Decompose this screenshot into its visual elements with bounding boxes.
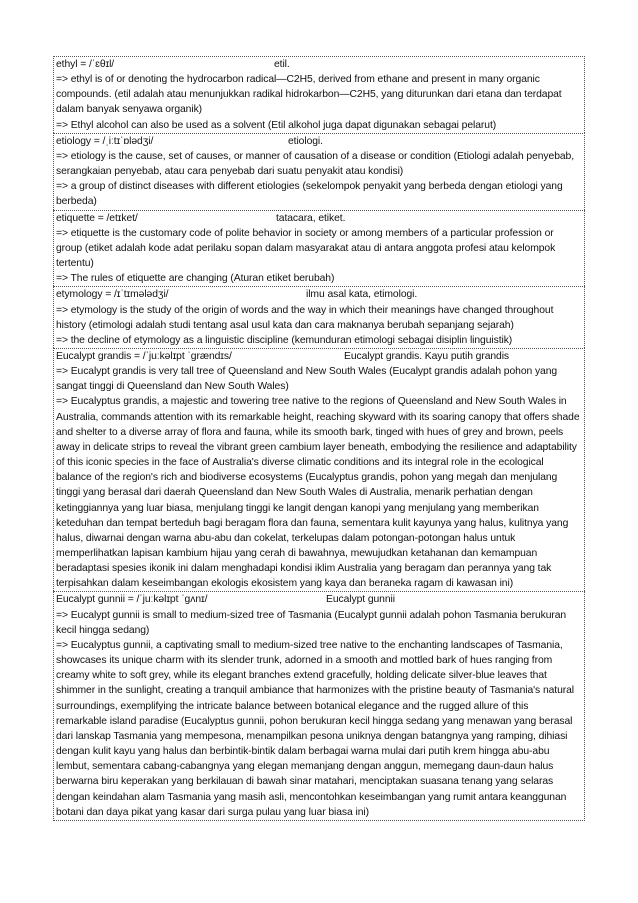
entry-headword-line	[56, 57, 582, 72]
entry-definition: => etiology is the cause, set of causes, or manner of causation of a disease or condition (Etiologi adalah penyebab, serangkaian penyebab, atau cara penyebab dari suatu penyakit atau kondisi)	[56, 150, 575, 178]
entry-headword-line	[56, 592, 582, 607]
dictionary-entry	[53, 348, 585, 592]
entry-headword-line	[56, 134, 582, 149]
entry-gloss: Eucalypt gunnii	[326, 594, 395, 606]
entry-term: etiology = /ˌiːtɪˈɒlədʒi/	[56, 135, 154, 147]
entry-definition: => Ethyl alcohol can also be used as a solvent (Etil alkohol juga dapat digunakan sebagai pelarut)	[56, 119, 497, 131]
entry-definition: => Eucalyptus grandis, a majestic and towering tree native to the regions of Queensland and New South Wales in Australia, commands attention with its remarkable height, reaching skyward with its soaring canopy that offers shade and shelter to a diverse array of flora and fauna, while its smooth bark, tinged with hues of grey and brown, peels away in delicate strips to reveal the vibrant green cambium layer beneath, embodying the resilience and adaptability of this iconic species in the face of Australia's diverse climatic conditions and its integral role in the ecological balance of the region's rich and biodiverse ecosystems (Eucalyptus grandis, pohon yang megah dan menjulang tinggi yang berasal dari daerah Queensland dan New South Wales di Australia, menarik perhatian dengan ketinggiannya yang luar biasa, menjulang tinggi ke langit dengan kanopi yang menjulang yang memberikan keteduhan dan tempat berteduh bagi beragam flora dan fauna, sementara kulit kayunya yang halus, kulitnya yang halus, diwarnai dengan warna abu-abu dan cokelat, terkelupas dalam potongan-potongan halus untuk memperlihatkan lapisan kambium hijau yang cerah di bawahnya, mewujudkan ketahanan dan kemampuan beradaptasi spesies ikonik ini dalam menghadapi kondisi iklim Australia yang beragam dan perannya yang tak terpisahkan dalam keseimbangan ekologis ekosistem yang kaya dan beraneka ragam di kawasan ini)	[56, 396, 580, 590]
entry-gloss: tatacara, etiket.	[276, 212, 346, 224]
dictionary-entry	[53, 286, 585, 348]
entry-gloss: etiologi.	[288, 135, 323, 147]
entry-gloss: ilmu asal kata, etimologi.	[306, 289, 418, 301]
entry-headword-line	[56, 211, 582, 226]
dictionary-entry	[53, 133, 585, 210]
entry-term: ethyl = /ˈɛθɪl/	[56, 59, 115, 70]
entry-gloss: etil.	[274, 59, 290, 70]
entry-definition: => etiquette is the customary code of polite behavior in society or among members of a particular profession or group (etiket adalah kode adat perilaku sopan dalam masyarakat atau di antara anggota profesi atau kelompok tertentu)	[56, 227, 556, 270]
dictionary-entry	[53, 56, 585, 133]
entry-definition: => the decline of etymology as a linguistic discipline (kemunduran etimologi sebagai disiplin linguistik)	[56, 334, 513, 346]
entry-term: etymology = /ɪˈtɪmələdʒi/	[56, 289, 169, 301]
entry-headword-line	[56, 287, 582, 302]
entry-term: Eucalypt grandis = /ˈjuːkəlɪpt ˈɡrændɪs/	[56, 350, 232, 362]
entry-definition: => ethyl is of or denoting the hydrocarbon radical—C2H5, derived from ethane and present in many organic compounds. (etil adalah atau menunjukkan radikal hidrokarbon—C2H5, yang diturunkan dari etana dan terdapat dalam banyak senyawa organik)	[56, 74, 562, 116]
entry-term: etiquette = /etɪket/	[56, 212, 138, 224]
entry-definition: => Eucalypt grandis is very tall tree of Queensland and New South Wales (Eucalypt grandis adalah pohon yang sangat tinggi di Queensland dan New South Wales)	[56, 366, 558, 393]
dictionary-entry	[53, 210, 585, 287]
entry-gloss: Eucalypt grandis. Kayu putih grandis	[344, 350, 510, 362]
document-page	[53, 56, 585, 821]
entry-definition: => Eucalyptus gunnii, a captivating small to medium-sized tree native to the enchanting landscapes of Tasmania, showcases its unique charm with its slender trunk, adorned in a smooth and mottled bark of hues ranging from creamy white to soft grey, while its elegant branches extend gracefully, holding delicate silver-blue leaves that shimmer in the sunlight, creating a tranquil ambiance that harmonizes with the pristine beauty of Tasmania's natural surroundings, exemplifying the intricate balance between botanical elegance and the rugged allure of this remarkable island paradise (Eucalyptus gunnii, pohon berukuran kecil hingga sedang yang menawan yang berasal dari lanskap Tasmania yang mempesona, menampilkan pesona uniknya dengan batangnya yang ramping, dihiasi dengan kulit kayu yang halus dan berbintik-bintik dalam berbagai warna mulai dari putih krem hingga abu-abu lembut, sementara cabang-cabangnya yang elegan memanjang dengan anggun, memegang daun-daun halus berwarna biru keperakan yang berkilauan di bawah sinar matahari, menciptakan suasana tenang yang selaras dengan keindahan alam Tasmania yang masih asli, mencontohkan keseimbangan yang rumit antara keanggunan botani dan daya pikat yang kasar dari surga pulau yang luar biasa ini)	[56, 639, 575, 818]
entry-headword-line	[56, 349, 582, 364]
entry-definition: => a group of distinct diseases with different etiologies (sekelompok penyakit yang berbeda dengan etiologi yang berbeda)	[56, 181, 563, 208]
entry-definition: => etymology is the study of the origin of words and the way in which their meanings have changed throughout history (etimologi adalah studi tentang asal usul kata dan cara maknanya berubah sepanjang sejarah)	[56, 304, 554, 331]
entry-definition: => Eucalypt gunnii is small to medium-sized tree of Tasmania (Eucalypt gunnii adalah pohon Tasmania berukuran kecil hingga sedang)	[56, 609, 567, 636]
entry-definition: => The rules of etiquette are changing (Aturan etiket berubah)	[56, 273, 335, 285]
dictionary-entry	[53, 591, 585, 820]
entry-term: Eucalypt gunnii = /ˈjuːkəlɪpt ˈɡʌnɪ/	[56, 594, 208, 606]
